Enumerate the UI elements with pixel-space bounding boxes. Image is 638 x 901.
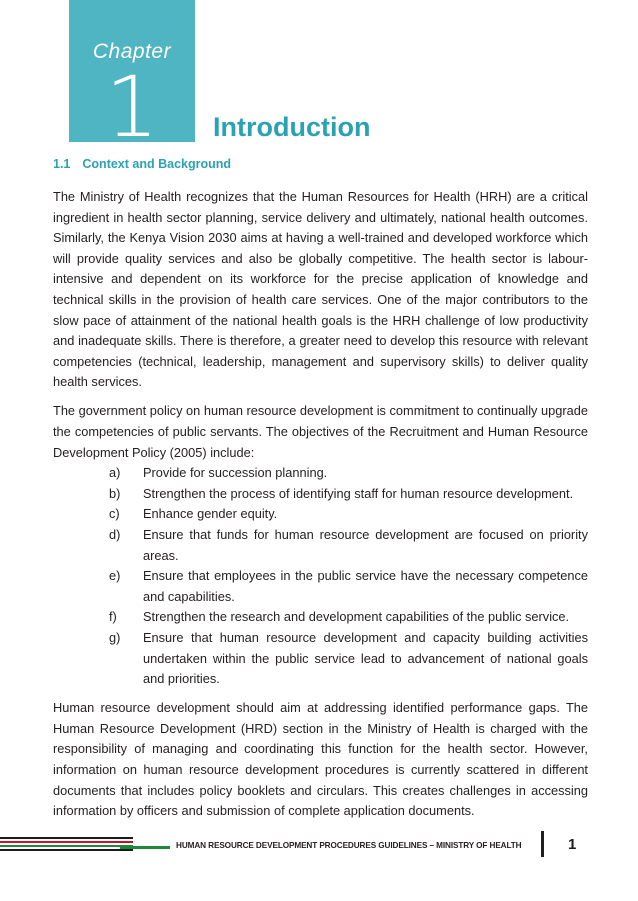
list-item-label: g)	[109, 629, 121, 645]
list-item-label: e)	[109, 568, 121, 584]
footer-title: HUMAN RESOURCE DEVELOPMENT PROCEDURES GUIDELINES – MINISTRY OF HEALTH	[176, 841, 522, 850]
list-item-text: Enhance gender equity.	[143, 506, 278, 522]
list-item	[109, 463, 588, 484]
list-item	[109, 504, 588, 525]
section-title: Context and Background	[82, 157, 232, 171]
body-text	[53, 187, 588, 830]
objectives-list	[53, 463, 588, 690]
paragraph: The government policy on human resource development is commitment to continually upgrade the competencies of public servants. The objectives of the Recruitment and Human Resource Development Policy (2005) include:	[53, 403, 588, 460]
list-item	[109, 607, 588, 628]
section-heading	[53, 157, 231, 171]
footer-accent-line	[120, 846, 170, 849]
paragraph: The Ministry of Health recognizes that the Human Resources for Health (HRH) are a critical ingredient in health sector planning, service delivery and ultimately, national health outcomes. Similarly, the Kenya Vision 2030 aims at having a well-trained and developed workforce which will provide quality services and also be globally competitive. The health sector is labour-intensive and dependent on its workforce for the precise application of knowledge and technical skills in the provision of health care services. One of the major contributors to the slow pace of attainment of the national health goals is the HRH challenge of low productivity and inadequate skills. There is therefore, a greater need to develop this resource with relevant competencies (technical, leadership, management and supervisory skills) to deliver quality health services.	[53, 189, 588, 390]
list-item-label: d)	[109, 527, 121, 542]
list-item-text: Ensure that employees in the public service have the necessary competence and capabilities.	[143, 568, 588, 604]
flag-stripes-decoration	[0, 837, 133, 859]
list-item	[109, 484, 588, 505]
list-item	[109, 628, 588, 690]
list-item-text: Ensure that human resource development and capacity building activities undertaken within the public service lead to advancement of national goals and priorities.	[143, 629, 588, 687]
list-item-text: Ensure that funds for human resource development are focused on priority areas.	[143, 527, 588, 563]
list-item	[109, 525, 588, 566]
list-item-text: Strengthen the research and development capabilities of the public service.	[143, 609, 570, 625]
section-number: 1.1	[53, 157, 71, 171]
chapter-number: 1	[105, 58, 159, 156]
list-item-label: f)	[109, 609, 117, 625]
list-item-label: a)	[109, 465, 121, 481]
list-item-text: Provide for succession planning.	[143, 465, 328, 481]
paragraph: Human resource development should aim at addressing identified performance gaps. The Human Resource Development (HRD) section in the Ministry of Health is charged with the responsibility of managing and coordinating this function for the health sector. However, information on human resource development procedures is currently scattered in different documents that includes policy booklets and circulars. This creates challenges in accessing information by officers and submission of complete application documents.	[53, 700, 588, 819]
page-number: 1	[568, 836, 577, 853]
chapter-label: Chapter	[92, 40, 172, 63]
list-item-text: Strengthen the process of identifying staff for human resource development.	[143, 485, 574, 501]
list-item	[109, 566, 588, 607]
chapter-box	[69, 0, 195, 156]
list-item-label: c)	[109, 506, 120, 522]
footer-separator	[541, 831, 544, 857]
list-item-label: b)	[109, 485, 121, 501]
chapter-title: Introduction	[213, 112, 371, 142]
